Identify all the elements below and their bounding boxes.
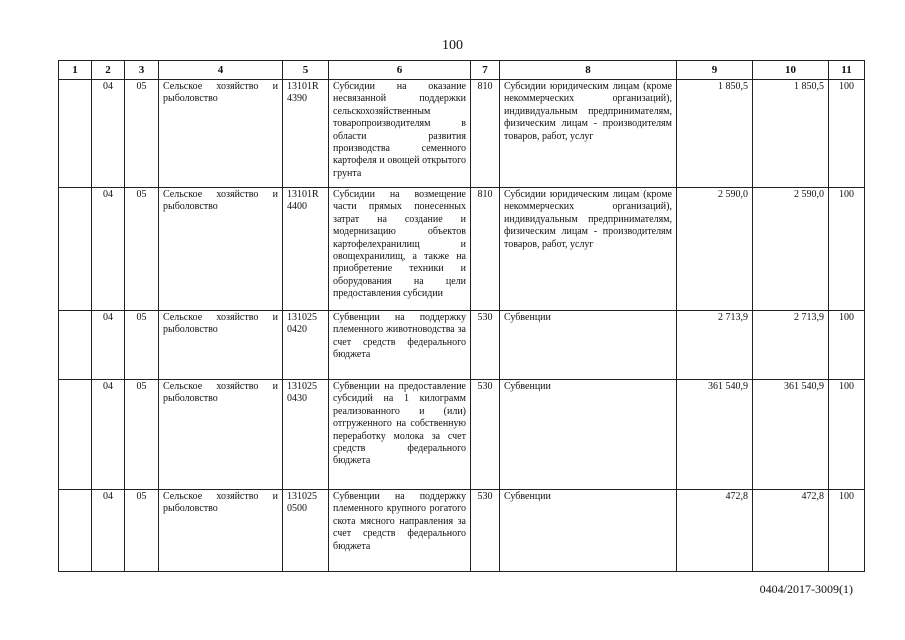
cell-expense-name: Субвенции [500, 380, 677, 490]
cell-subsection: 05 [125, 380, 159, 490]
cell-amount-actual: 2 590,0 [753, 188, 829, 311]
cell-section: 04 [92, 311, 125, 380]
cell-percent: 100 [829, 490, 865, 572]
column-header: 2 [92, 61, 125, 80]
cell-amount-planned: 472,8 [677, 490, 753, 572]
cell-subsection: 05 [125, 490, 159, 572]
cell-index [59, 311, 92, 380]
cell-percent: 100 [829, 311, 865, 380]
column-header: 6 [329, 61, 471, 80]
cell-amount-actual: 1 850,5 [753, 80, 829, 188]
cell-expense-type: 810 [471, 188, 500, 311]
cell-amount-planned: 1 850,5 [677, 80, 753, 188]
table-row [59, 188, 865, 311]
column-header: 4 [159, 61, 283, 80]
cell-percent: 100 [829, 380, 865, 490]
table-row [59, 380, 865, 490]
cell-description: Субсидии на возмещение части прямых понесенных затрат на создание и модернизацию объектов картофелехранилищ и овощехранилищ, а также на приобретение техники и оборудования на цели предоставления субсидии [329, 188, 471, 311]
cell-target-article: 131025 0430 [283, 380, 329, 490]
cell-index [59, 188, 92, 311]
cell-section: 04 [92, 380, 125, 490]
cell-expense-type: 530 [471, 380, 500, 490]
budget-table [58, 60, 865, 572]
cell-amount-actual: 472,8 [753, 490, 829, 572]
cell-percent: 100 [829, 188, 865, 311]
cell-description: Субвенции на предоставление субсидий на 1 килограмм реализованного и (или) отгруженного на собственную переработку молока за счет средств федерального бюджета [329, 380, 471, 490]
cell-target-article: 13101R 4390 [283, 80, 329, 188]
cell-expense-name: Субсидии юридическим лицам (кроме некоммерческих организаций), индивидуальным предпринимателям, физическим лицам - производителям товаров, работ, услуг [500, 80, 677, 188]
cell-expense-name: Субвенции [500, 490, 677, 572]
cell-index [59, 490, 92, 572]
cell-amount-planned: 2 713,9 [677, 311, 753, 380]
cell-description: Субвенции на поддержку племенного животноводства за счет средств федерального бюджета [329, 311, 471, 380]
cell-index [59, 380, 92, 490]
column-header: 3 [125, 61, 159, 80]
cell-expense-name: Субвенции [500, 311, 677, 380]
cell-subsection: 05 [125, 188, 159, 311]
table-header-row [59, 61, 865, 80]
column-header: 7 [471, 61, 500, 80]
column-header: 9 [677, 61, 753, 80]
cell-subsection: 05 [125, 311, 159, 380]
column-header: 1 [59, 61, 92, 80]
cell-expense-type: 530 [471, 311, 500, 380]
cell-amount-planned: 361 540,9 [677, 380, 753, 490]
cell-section-name: Сельское хозяйство и рыболовство [159, 311, 283, 380]
cell-expense-name: Субсидии юридическим лицам (кроме некоммерческих организаций), индивидуальным предпринимателям, физическим лицам - производителям товаров, работ, услуг [500, 188, 677, 311]
cell-description: Субсидии на оказание несвязанной поддержки сельскохозяйственным товаропроизводителям в области развития производства семенного картофеля и овощей открытого грунта [329, 80, 471, 188]
column-header: 10 [753, 61, 829, 80]
cell-expense-type: 530 [471, 490, 500, 572]
cell-target-article: 131025 0500 [283, 490, 329, 572]
page-number: 100 [442, 38, 463, 53]
cell-section-name: Сельское хозяйство и рыболовство [159, 188, 283, 311]
cell-percent: 100 [829, 80, 865, 188]
cell-index [59, 80, 92, 188]
document-code: 0404/2017-3009(1) [759, 582, 853, 596]
cell-subsection: 05 [125, 80, 159, 188]
column-header: 8 [500, 61, 677, 80]
column-header: 11 [829, 61, 865, 80]
column-header: 5 [283, 61, 329, 80]
cell-expense-type: 810 [471, 80, 500, 188]
table-row [59, 80, 865, 188]
table-row [59, 490, 865, 572]
cell-target-article: 13101R 4400 [283, 188, 329, 311]
cell-description: Субвенции на поддержку племенного крупного рогатого скота мясного направления за счет средств федерального бюджета [329, 490, 471, 572]
cell-amount-planned: 2 590,0 [677, 188, 753, 311]
cell-section-name: Сельское хозяйство и рыболовство [159, 80, 283, 188]
cell-section-name: Сельское хозяйство и рыболовство [159, 490, 283, 572]
cell-amount-actual: 361 540,9 [753, 380, 829, 490]
cell-section-name: Сельское хозяйство и рыболовство [159, 380, 283, 490]
table-row [59, 311, 865, 380]
cell-section: 04 [92, 80, 125, 188]
cell-amount-actual: 2 713,9 [753, 311, 829, 380]
cell-section: 04 [92, 490, 125, 572]
cell-target-article: 131025 0420 [283, 311, 329, 380]
cell-section: 04 [92, 188, 125, 311]
